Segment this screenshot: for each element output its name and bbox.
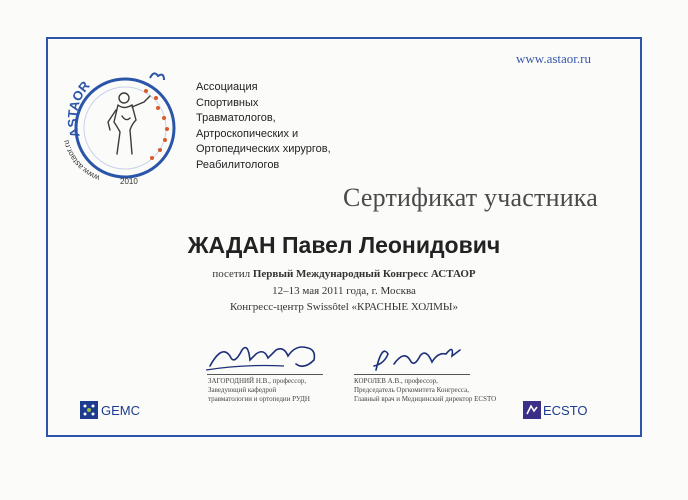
signatory-role: Заведующий кафедрой [208, 386, 277, 394]
event-name: Первый Международный Конгресс АСТАОР [252, 268, 476, 280]
gemc-logo-icon [80, 401, 98, 419]
astaor-seal-logo [60, 58, 190, 188]
org-line: Реабилитологов [196, 158, 280, 171]
seal-emblem-icon [60, 58, 190, 188]
signatory-name: ЗАГОРОДНИЙ Н.В., профессор, [208, 377, 307, 385]
organization-name [196, 80, 331, 173]
seal-year: 2010 [120, 177, 138, 186]
ecsto-logo-text: ECSTO [543, 402, 588, 418]
signature-right [354, 340, 484, 376]
certificate-title: Сертификат участника [343, 183, 598, 212]
signatory-name: КОРОЛЕВ А.В., профессор, [354, 377, 438, 385]
svg-text:www.astaor.ru [61, 139, 101, 183]
event-dates-location: 12–13 мая 2011 года, г. Москва [272, 285, 416, 297]
org-line: Артроскопических и [196, 127, 299, 140]
org-line: Травматологов, [196, 112, 276, 124]
ecsto-logo-icon [523, 401, 541, 419]
org-line: Ассоциация [196, 81, 258, 93]
signature-left [204, 336, 334, 376]
signatory-role: травматологии и ортопедии РУДН [208, 395, 310, 403]
signature-line-left [207, 374, 323, 375]
signatory-left [208, 377, 310, 404]
ecsto-logo [523, 401, 588, 419]
seal-ring-url: www.astaor.ru [61, 139, 101, 183]
org-line: Ортопедических хирургов, [196, 143, 331, 155]
org-line: Спортивных [196, 96, 259, 109]
signatory-right [354, 377, 496, 404]
seal-ring-title: ASTAOR [64, 78, 93, 140]
event-venue: Конгресс-центр Swissôtel «КРАСНЫЕ ХОЛМЫ» [230, 301, 458, 313]
attendance-line [0, 268, 688, 280]
participant-name: ЖАДАН Павел Леонидович [187, 232, 501, 258]
gemc-logo [80, 401, 140, 419]
attended-prefix: посетил [212, 268, 251, 280]
signatory-role: Председатель Оргкомитета Конгресса, [354, 386, 469, 394]
signature-line-right [354, 374, 470, 375]
signatory-role: Главный врач и Медицинский директор ECSTO [354, 395, 497, 403]
gemc-logo-text: GEMC [101, 402, 140, 418]
website-link[interactable]: www.astaor.ru [516, 51, 591, 66]
